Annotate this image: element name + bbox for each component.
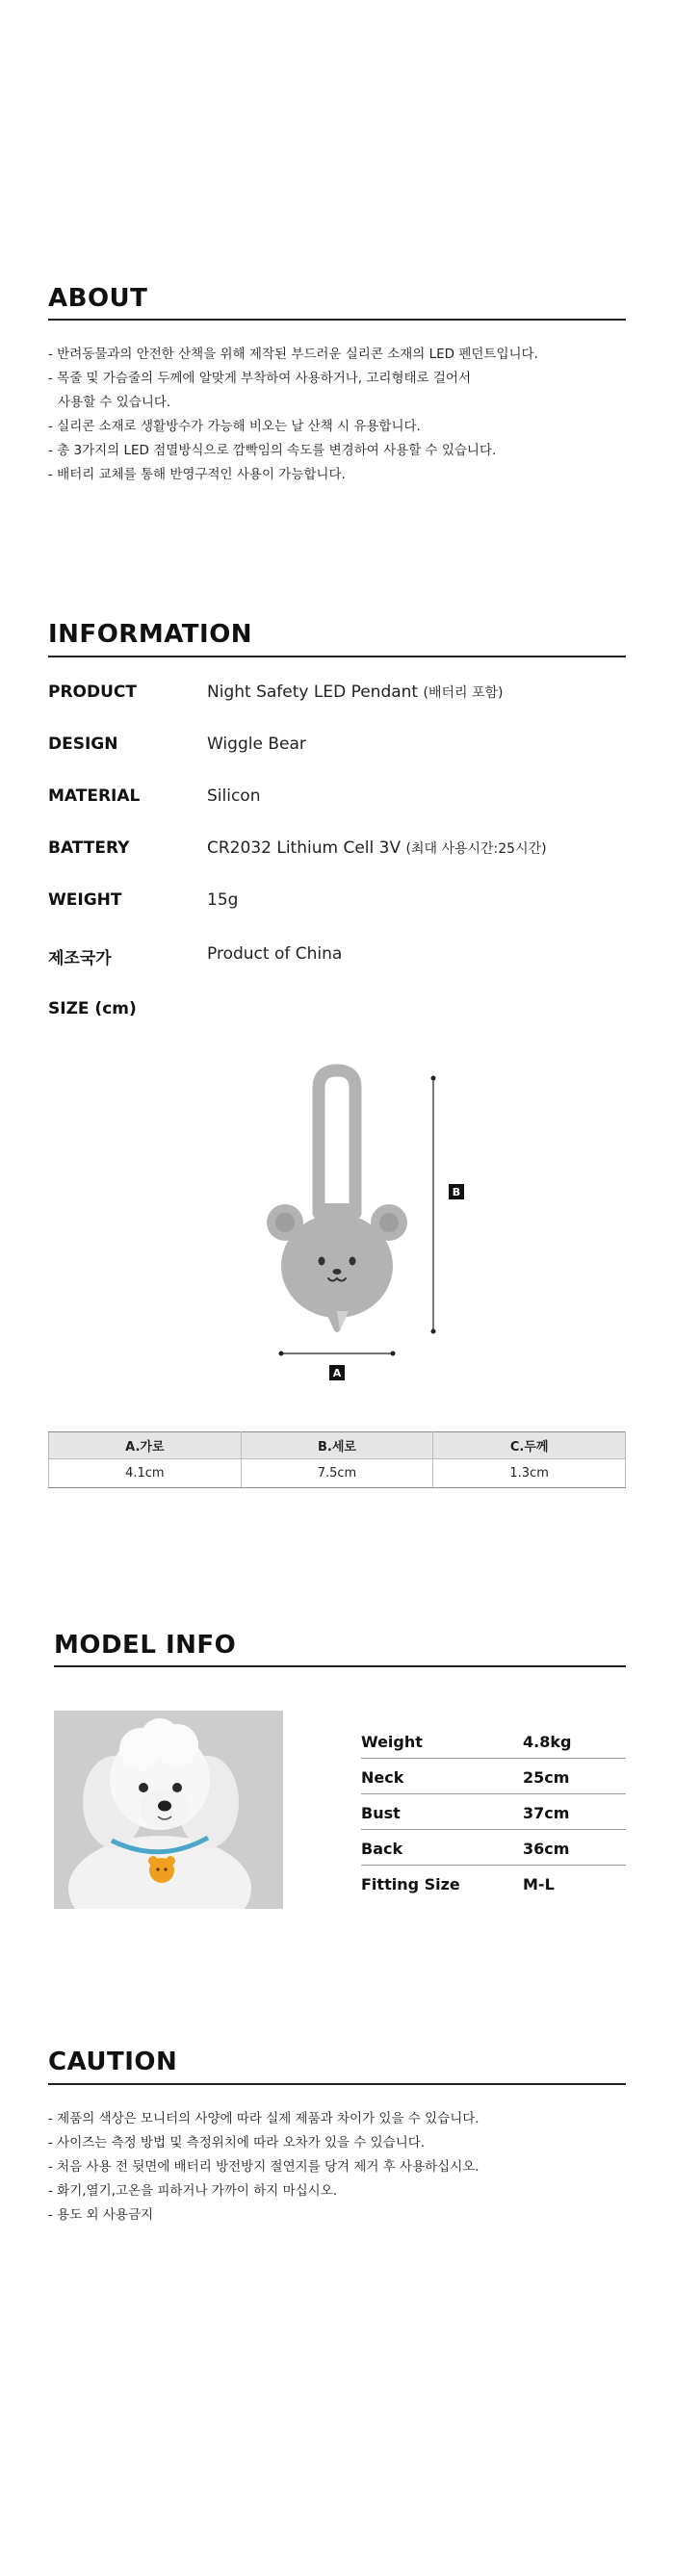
about-title: ABOUT (48, 284, 148, 313)
model-row-label: Bust (361, 1804, 401, 1822)
model-info-title: MODEL INFO (54, 1631, 237, 1660)
bear-pendant-illustration (267, 1070, 407, 1332)
about-list (48, 343, 626, 487)
model-row-value: 37cm (523, 1804, 570, 1822)
model-row-back (361, 1830, 626, 1866)
model-row-label: Fitting Size (361, 1875, 460, 1893)
info-value (207, 838, 547, 858)
size-table-row (49, 1459, 626, 1488)
caution-title: CAUTION (48, 2048, 178, 2076)
dimension-b-label: B (452, 1186, 461, 1198)
model-row-fitting-size (361, 1866, 626, 1901)
about-line: - 총 3가지의 LED 점멸방식으로 깜빡임의 속도를 변경하여 사용할 수 있습니다. (48, 443, 497, 458)
caution-divider (48, 2083, 626, 2085)
info-value (207, 734, 306, 754)
model-row-weight (361, 1723, 626, 1759)
size-table-header-row (49, 1432, 626, 1459)
about-line: - 실리콘 소재로 생활방수가 가능해 비오는 날 산책 시 유용합니다. (48, 419, 421, 434)
info-value (207, 944, 342, 964)
info-value-main: CR2032 Lithium Cell 3V (207, 838, 402, 858)
size-table-cell: 7.5cm (241, 1459, 433, 1488)
model-row-bust (361, 1794, 626, 1830)
info-label: DESIGN (48, 734, 118, 754)
product-size-diagram (241, 1059, 481, 1396)
about-line: - 목줄 및 가슴줄의 두께에 알맞게 부착하여 사용하거나, 고리형태로 걸어서 (48, 371, 472, 386)
caution-line: - 사이즈는 측정 방법 및 측정위치에 따라 오차가 있을 수 있습니다. (48, 2135, 426, 2151)
model-row-label: Neck (361, 1768, 404, 1787)
info-value (207, 890, 238, 910)
about-line: - 배터리 교체를 통해 반영구적인 사용이 가능합니다. (48, 467, 346, 482)
model-row-neck (361, 1759, 626, 1794)
model-row-value: 36cm (523, 1840, 570, 1858)
size-table-header: B.세로 (241, 1432, 433, 1459)
model-dog-photo (54, 1711, 283, 1909)
about-line: 사용할 수 있습니다. (58, 395, 171, 410)
size-label-text: SIZE (cm) (48, 999, 137, 1018)
info-row-battery (48, 838, 626, 867)
caution-line: - 처음 사용 전 뒷면에 배터리 방전방지 절연지를 당겨 제거 후 사용하십시오. (48, 2159, 480, 2175)
info-value-main: Silicon (207, 786, 261, 806)
info-value (207, 786, 260, 806)
info-row-country (48, 944, 626, 973)
model-info-divider (54, 1665, 626, 1667)
model-info-table (361, 1723, 626, 1901)
info-value-main: Night Safety LED Pendant (207, 683, 419, 702)
info-row-material (48, 786, 626, 815)
model-row-value: M-L (523, 1875, 555, 1893)
info-value-sub: (최대 사용시간:25시간) (405, 841, 547, 857)
model-row-label: Weight (361, 1733, 423, 1751)
model-row-value: 25cm (523, 1768, 570, 1787)
caution-line: - 화기,열기,고온을 피하거나 가까이 하지 마십시오. (48, 2183, 338, 2199)
model-row-value: 4.8kg (523, 1733, 572, 1751)
caution-line: - 용도 외 사용금지 (48, 2207, 154, 2223)
info-value-main: 15g (207, 890, 239, 910)
information-divider (48, 656, 626, 657)
size-table (48, 1431, 626, 1488)
info-row-design (48, 734, 626, 763)
caution-line: - 제품의 색상은 모니터의 사양에 따라 실제 제품과 차이가 있을 수 있습니다. (48, 2111, 480, 2126)
model-row-label: Back (361, 1840, 403, 1858)
info-label: MATERIAL (48, 786, 141, 806)
size-table-cell: 4.1cm (49, 1459, 242, 1488)
info-label: BATTERY (48, 838, 130, 858)
size-table-header: A.가로 (49, 1432, 242, 1459)
info-label: 제조국가 (48, 949, 112, 968)
caution-list (48, 2107, 626, 2228)
dimension-b (431, 1076, 465, 1334)
size-table-cell: 1.3cm (433, 1459, 626, 1488)
info-value (207, 683, 504, 702)
dimension-a (279, 1352, 396, 1381)
size-table-header: C.두께 (433, 1432, 626, 1459)
info-row-weight (48, 890, 626, 919)
info-label: PRODUCT (48, 683, 137, 702)
info-row-product (48, 683, 626, 711)
about-line: - 반려동물과의 안전한 산책을 위해 제작된 부드러운 실리콘 소재의 LED 펜던트입니다. (48, 347, 538, 362)
info-value-main: Wiggle Bear (207, 734, 306, 754)
size-label (48, 999, 626, 1028)
info-label: WEIGHT (48, 890, 122, 910)
info-value-sub: (배터리 포함) (423, 685, 504, 701)
information-title: INFORMATION (48, 620, 253, 649)
dog-illustration (54, 1711, 283, 1909)
info-value-main: Product of China (207, 944, 343, 964)
about-divider (48, 319, 626, 321)
dimension-a-label: A (332, 1367, 342, 1379)
